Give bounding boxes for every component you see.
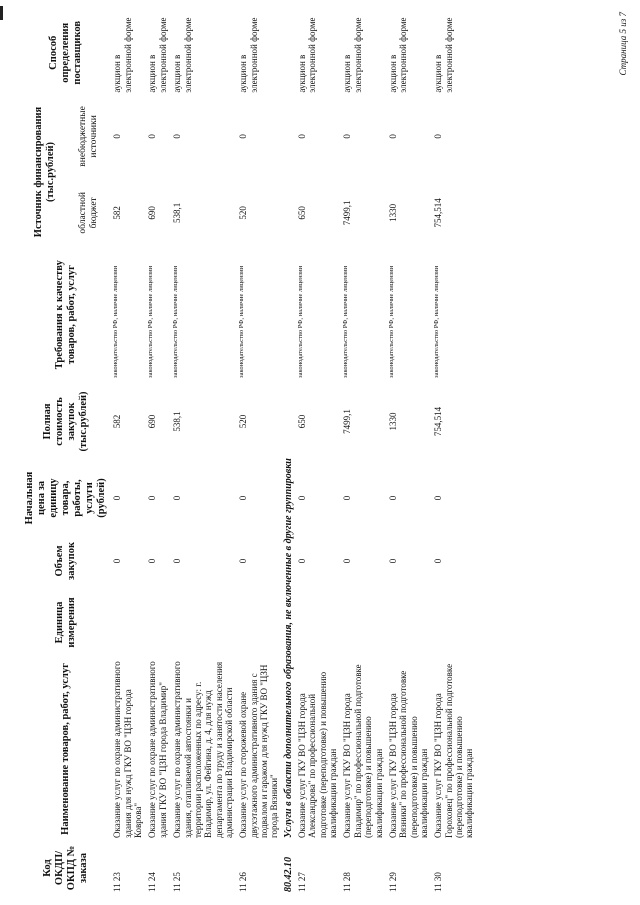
row-total: 520 bbox=[238, 414, 249, 429]
row-name: Оказание услуг ГКУ ВО "ЦЗН города Гороховец" по профессиональной подготовке (переподготовке) и повышению квалификации граждан bbox=[433, 663, 475, 839]
row-requirements: законодательство РФ, наличие лицензии bbox=[387, 265, 395, 378]
row-total: 1330 bbox=[387, 412, 398, 431]
row-code: 11 24 bbox=[147, 872, 158, 892]
header-code: Код ОКДП/ ОКПД № заказа bbox=[42, 845, 90, 891]
row-price: 0 bbox=[433, 495, 444, 501]
header-unit: Единица измерения bbox=[54, 597, 78, 648]
row-volume: 0 bbox=[433, 558, 444, 564]
row-method: аукцион в электронной форме bbox=[297, 17, 318, 93]
row-volume: 0 bbox=[238, 558, 249, 564]
procurement-table bbox=[22, 10, 477, 895]
group-code: 80.42.10 bbox=[282, 857, 294, 892]
row-price: 0 bbox=[147, 495, 158, 501]
row-external-sources: 0 bbox=[433, 134, 444, 139]
row-regional-budget: 650 bbox=[297, 206, 308, 220]
row-name: Оказание услуг ГКУ ВО "ЦЗН города Александрова" по профессиональной подготовке (переподготовке) и повышению квалификации граждан bbox=[297, 671, 339, 839]
row-price: 0 bbox=[297, 495, 308, 501]
table-row bbox=[110, 10, 145, 895]
table-row bbox=[170, 10, 236, 895]
row-volume: 0 bbox=[387, 558, 398, 564]
table-body-education bbox=[295, 10, 477, 895]
row-requirements: законодательство РФ, наличие лицензии bbox=[433, 265, 441, 378]
row-unit bbox=[295, 588, 340, 657]
row-name: Оказание услуг по охране административного здания, отапливаемой автостоянки и территории расположенных по адресу: г. Владимир, ул. Фейгина, д. 4, для нужд департамента по труду и занятости населения администрации Владимирской области bbox=[172, 661, 234, 839]
row-name: Оказание услуг ГКУ ВО "ЦЗН города Вязники" по профессиональной подготовке (переподготовке) и повышению квалификации граждан bbox=[387, 670, 429, 839]
group-title: Услуги в области дополнительного образования, не включенные в другие группировки bbox=[282, 458, 294, 839]
table-row bbox=[431, 10, 476, 895]
row-external-sources: 0 bbox=[342, 134, 353, 139]
row-unit bbox=[170, 588, 236, 657]
row-method: аукцион в электронной форме bbox=[387, 17, 409, 93]
row-code: 11 29 bbox=[387, 872, 398, 892]
row-method: аукцион в электронной форме bbox=[238, 17, 259, 93]
row-code: 11 26 bbox=[238, 872, 249, 892]
page-number: Страница 5 из 7 bbox=[618, 12, 628, 76]
row-method: аукцион в электронной форме bbox=[112, 17, 133, 93]
header-method: Способ определения поставщиков bbox=[48, 20, 84, 85]
row-external-sources: 0 bbox=[387, 134, 398, 139]
header-fin-external: внебюджетные источники bbox=[78, 106, 100, 167]
row-requirements: законодательство РФ, наличие лицензии bbox=[112, 265, 120, 378]
row-external-sources: 0 bbox=[297, 134, 308, 139]
header-total: Полная стоимость закупок (тыс.рублей) bbox=[42, 391, 90, 452]
header-price: Начальная цена за единицу товара, работы, услуги (рублей) bbox=[24, 471, 108, 525]
row-unit bbox=[340, 588, 385, 657]
row-unit bbox=[236, 588, 281, 657]
row-price: 0 bbox=[112, 495, 123, 501]
row-volume: 0 bbox=[297, 558, 308, 564]
row-regional-budget: 1330 bbox=[387, 203, 398, 222]
header-volume: Объем закупок bbox=[54, 541, 78, 580]
row-external-sources: 0 bbox=[238, 134, 249, 139]
group-row bbox=[282, 10, 296, 895]
row-price: 0 bbox=[238, 495, 249, 501]
row-code: 11 28 bbox=[342, 872, 353, 892]
row-volume: 0 bbox=[147, 558, 158, 564]
row-requirements: законодательство РФ, наличие лицензии bbox=[297, 265, 305, 378]
row-code: 11 30 bbox=[433, 872, 444, 892]
row-requirements: законодательство РФ, наличие лицензии bbox=[238, 265, 246, 378]
row-regional-budget: 690 bbox=[147, 206, 158, 220]
row-name: Оказание услуг ГКУ ВО "ЦЗН города Владимир" по профессиональной подготовке (переподготовке) и повышению квалификации граждан bbox=[342, 664, 384, 839]
row-regional-budget: 538,1 bbox=[172, 202, 183, 223]
table-row bbox=[236, 10, 281, 895]
header-requirements: Требования к качеству товаров, работ, услуг bbox=[54, 260, 78, 370]
row-total: 7499,1 bbox=[342, 409, 353, 434]
table-body-security bbox=[110, 10, 281, 895]
group-row-container bbox=[282, 10, 296, 895]
row-volume: 0 bbox=[342, 558, 353, 564]
row-method: аукцион в электронной форме bbox=[172, 17, 193, 93]
row-total: 538,1 bbox=[172, 411, 183, 432]
row-total: 690 bbox=[147, 414, 158, 429]
row-method: аукцион в электронной форме bbox=[342, 17, 363, 93]
row-unit bbox=[110, 588, 145, 657]
table-header bbox=[22, 10, 110, 895]
row-unit bbox=[386, 588, 431, 657]
row-price: 0 bbox=[387, 495, 398, 501]
row-external-sources: 0 bbox=[112, 134, 123, 139]
row-volume: 0 bbox=[172, 558, 183, 564]
table-row bbox=[386, 10, 431, 895]
header-financing: Источник финансирования (тыс.рублей) bbox=[32, 106, 57, 238]
table-row bbox=[295, 10, 340, 895]
row-name: Оказание услуг по охране административного здания ГКУ ВО "ЦЗН города Владимир" bbox=[147, 661, 168, 839]
row-code: 11 25 bbox=[172, 872, 183, 892]
table-row bbox=[145, 10, 170, 895]
row-requirements: законодательство РФ, наличие лицензии bbox=[172, 265, 180, 378]
row-external-sources: 0 bbox=[172, 134, 183, 139]
row-price: 0 bbox=[172, 495, 183, 501]
row-requirements: законодательство РФ, наличие лицензии bbox=[342, 265, 350, 378]
row-regional-budget: 754,514 bbox=[433, 198, 444, 228]
row-requirements: законодательство РФ, наличие лицензии bbox=[147, 265, 155, 378]
row-name: Оказание услуг по охране административного здания для нужд ГКУ ВО "ЦЗН города Коврова" bbox=[112, 661, 144, 839]
row-total: 754,514 bbox=[433, 406, 444, 437]
header-fin-regional: областной бюджет bbox=[78, 192, 100, 234]
row-regional-budget: 7499,1 bbox=[342, 200, 353, 226]
row-method: аукцион в электронной форме bbox=[433, 17, 454, 93]
row-unit bbox=[145, 588, 170, 657]
row-name: Оказание услуг по сторожевой охране двухэтажного административного здания с подвалом и гаражом для нужд ГКУ ВО "ЦЗН города Вязники" bbox=[238, 664, 280, 839]
row-volume: 0 bbox=[112, 558, 123, 564]
row-regional-budget: 520 bbox=[238, 206, 249, 220]
row-price: 0 bbox=[342, 495, 353, 501]
row-code: 11 23 bbox=[112, 872, 123, 892]
top-rule bbox=[0, 6, 3, 20]
row-external-sources: 0 bbox=[147, 134, 158, 139]
row-method: аукцион в электронной форме bbox=[147, 17, 168, 93]
row-unit bbox=[431, 588, 476, 657]
row-total: 650 bbox=[297, 414, 308, 429]
table-row bbox=[340, 10, 385, 895]
row-code: 11 27 bbox=[297, 872, 308, 892]
header-name: Наименование товаров, работ, услуг bbox=[60, 663, 72, 835]
row-regional-budget: 582 bbox=[112, 206, 123, 220]
row-total: 582 bbox=[112, 414, 123, 429]
